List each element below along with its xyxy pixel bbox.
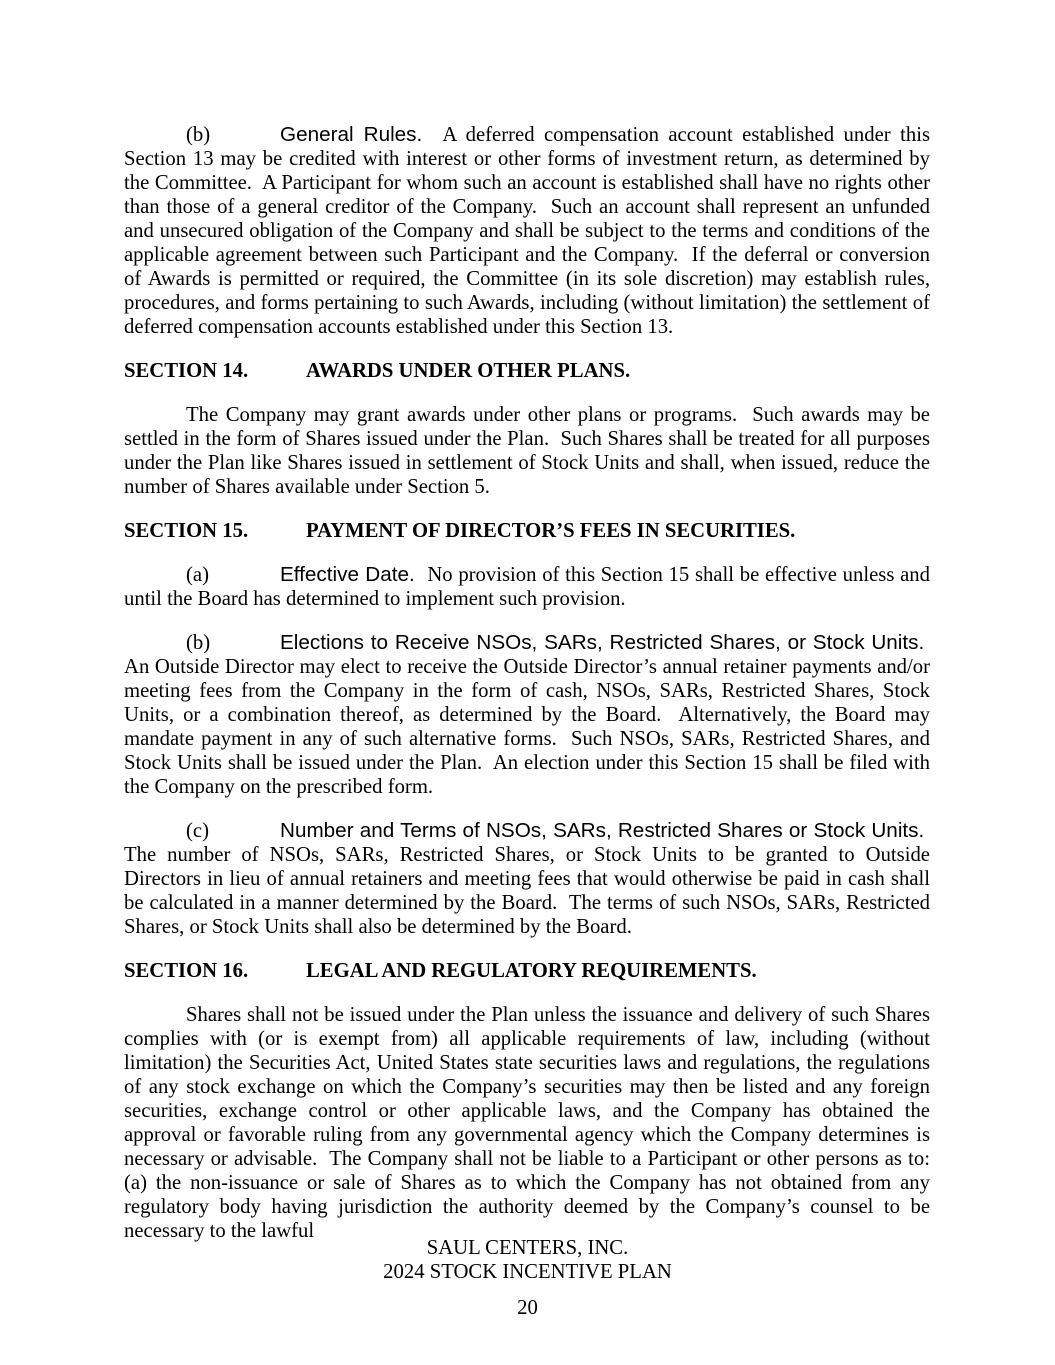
para-13b-runin-heading: General Rules.	[280, 123, 443, 146]
para-13b-general-rules	[124, 123, 930, 339]
para-15a-body: No provision of this Section 15 shall be effective unless and until the Board has determined to implement such provision.	[124, 564, 930, 610]
section-15-heading	[124, 519, 930, 543]
para-15a-runin-heading: Effective Date.	[280, 563, 428, 586]
section-14-number: SECTION 14.	[124, 360, 249, 382]
para-15c-runin-heading: Number and Terms of NSOs, SARs, Restricted Shares or Stock Units.	[280, 819, 930, 842]
para-15b-elections	[124, 631, 930, 799]
para-15b-body: An Outside Director may elect to receive the Outside Director’s annual retainer payments and/or meeting fees from the Company in the form of cash, NSOs, SARs, Restricted Shares, Stock Units, or a combination thereof, as determined by the Board. Alternatively, the Board may mandate payment in any of such alternative forms. Such NSOs, SARs, Restricted Shares, and Stock Units shall be issued under the Plan. An election under this Section 15 shall be filed with the Company on the prescribed form.	[124, 656, 930, 798]
para-15c-body: The number of NSOs, SARs, Restricted Shares, or Stock Units to be granted to Outside Directors in lieu of annual retainers and meeting fees that would otherwise be paid in cash shall be calculated in a manner determined by the Board. The terms of such NSOs, SARs, Restricted Shares, or Stock Units shall also be determined by the Board.	[124, 844, 930, 938]
section-16-body-text: Shares shall not be issued under the Plan unless the issuance and delivery of such Shares complies with (or is exempt from) all applicable requirements of law, including (without limitation) the Securities Act, United States state securities laws and regulations, the regulations of any stock exchange on which the Company’s securities may then be listed and any foreign securities, exchange control or other applicable laws, and the Company has obtained the approval or favorable ruling from any governmental agency which the Company determines is necessary or advisable. The Company shall not be liable to a Participant or other persons as to: (a) the non-issuance or sale of Shares as to which the Company has not obtained from any regulatory body having jurisdiction the authority deemed by the Company’s counsel to be necessary to the lawful	[124, 1004, 930, 1242]
section-16-heading	[124, 959, 930, 983]
para-15c-number-and-terms	[124, 819, 930, 939]
para-15c-label: (c)	[186, 820, 209, 842]
section-14-title: AWARDS UNDER OTHER PLANS.	[306, 360, 631, 382]
section-15-title: PAYMENT OF DIRECTOR’S FEES IN SECURITIES.	[306, 520, 796, 542]
footer-plan-title: 2024 STOCK INCENTIVE PLAN	[383, 1261, 672, 1283]
page-footer	[0, 1236, 1055, 1284]
para-13b-label: (b)	[186, 124, 211, 146]
section-16-body	[124, 1003, 930, 1243]
para-15a-label: (a)	[186, 564, 209, 586]
para-15a-effective-date	[124, 563, 930, 611]
section-14-body-text: The Company may grant awards under other plans or programs. Such awards may be settled in the form of Shares issued under the Plan. Such Shares shall be treated for all purposes under the Plan like Shares issued in settlement of Stock Units and shall, when issued, reduce the number of Shares available under Section 5.	[124, 404, 930, 498]
page-number: 20	[517, 1297, 538, 1319]
footer-company-name: SAUL CENTERS, INC.	[426, 1237, 629, 1259]
para-13b-body: A deferred compensation account established under this Section 13 may be credited with interest or other forms of investment return, as determined by the Committee. A Participant for whom such an account is established shall have no rights other than those of a general creditor of the Company. Such an account shall represent an unfunded and unsecured obligation of the Company and shall be subject to the terms and conditions of the applicable agreement between such Participant and the Company. If the deferral or conversion of Awards is permitted or required, the Committee (in its sole discretion) may establish rules, procedures, and forms pertaining to such Awards, including (without limitation) the settlement of deferred compensation accounts established under this Section 13.	[124, 124, 931, 338]
section-14-heading	[124, 359, 930, 383]
section-16-number: SECTION 16.	[124, 960, 249, 982]
section-14-body	[124, 403, 930, 499]
section-15-number: SECTION 15.	[124, 520, 249, 542]
section-16-title: LEGAL AND REGULATORY REQUIREMENTS.	[306, 960, 757, 982]
para-15b-label: (b)	[186, 632, 211, 654]
para-15b-runin-heading: Elections to Receive NSOs, SARs, Restricted Shares, or Stock Units.	[280, 631, 930, 654]
